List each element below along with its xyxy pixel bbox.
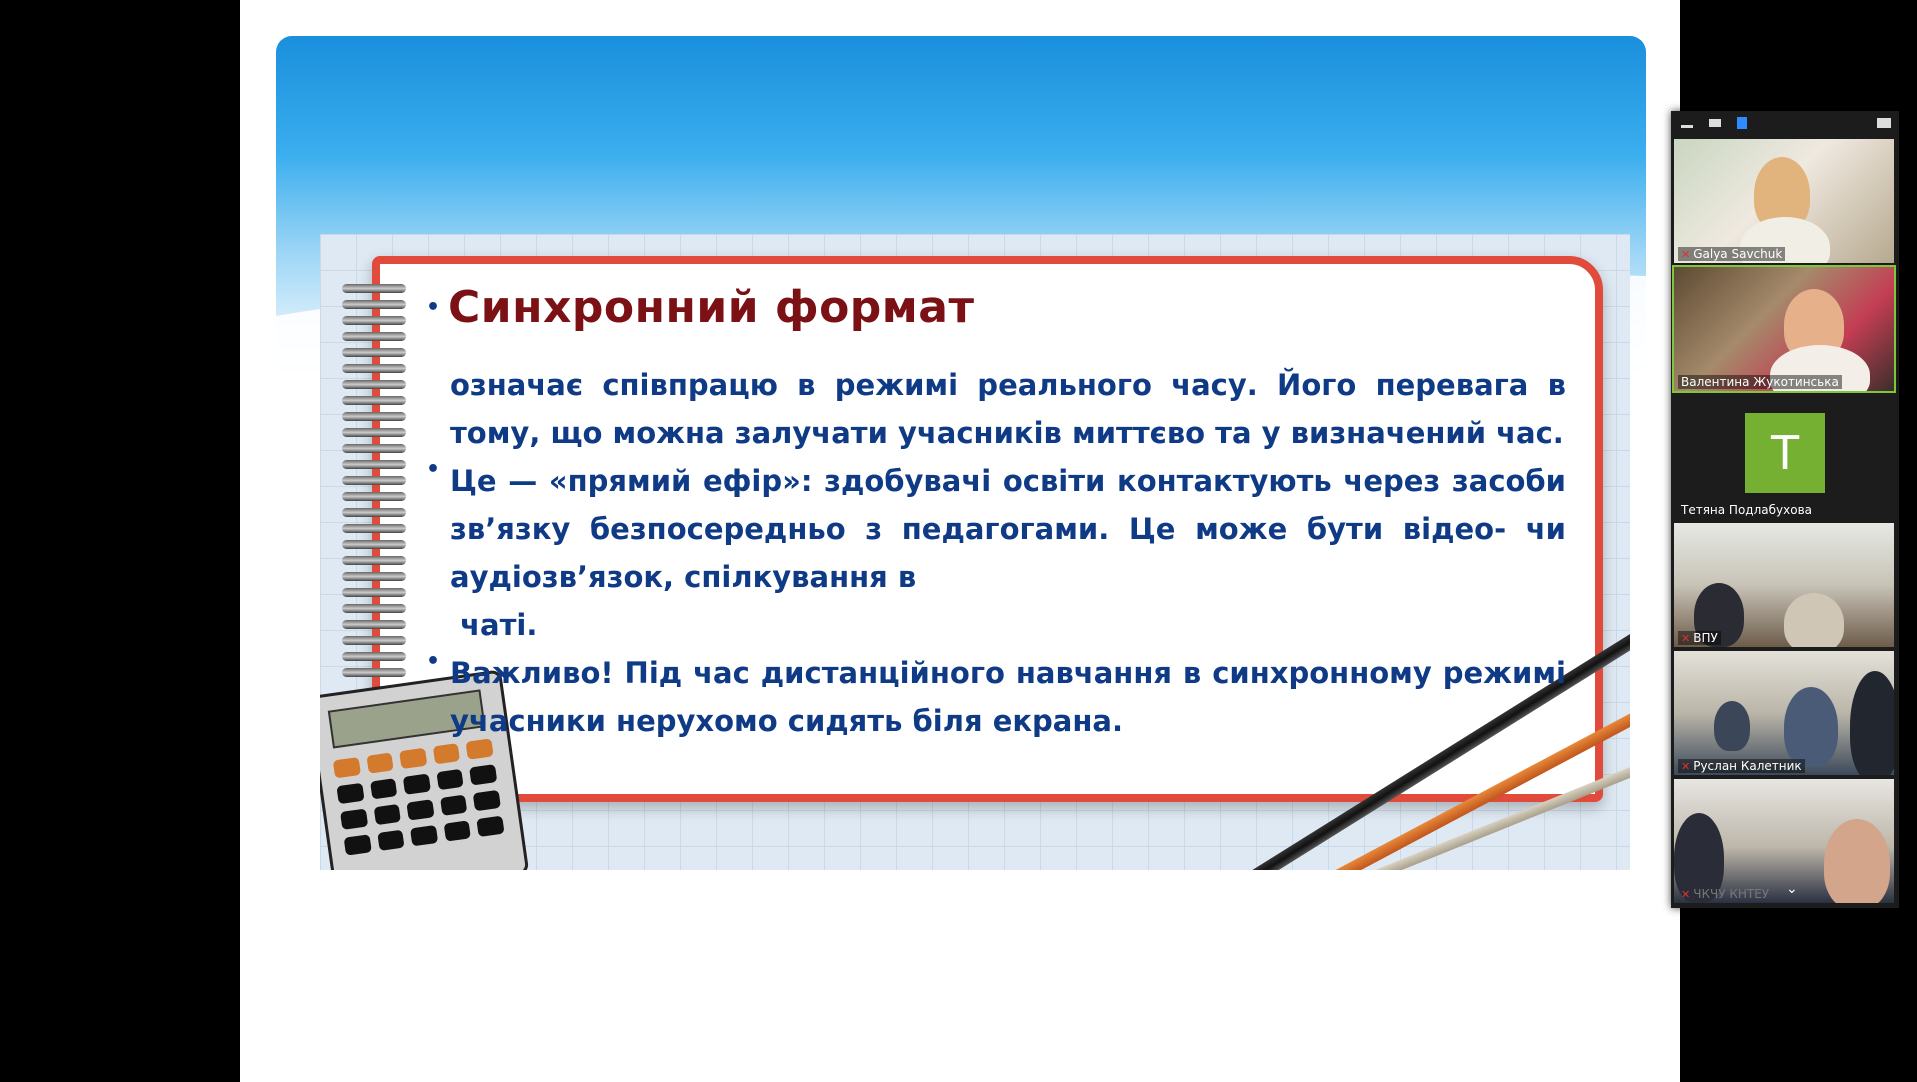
participant-tile[interactable] xyxy=(1674,523,1894,647)
participant-tile[interactable] xyxy=(1674,395,1894,519)
minimize-icon[interactable] xyxy=(1681,125,1693,128)
participant-tile[interactable] xyxy=(1674,139,1894,263)
paragraph-live-stream-end: чаті. xyxy=(450,608,538,642)
muted-mic-icon: ✕ xyxy=(1681,888,1691,901)
notebook-spiral xyxy=(342,284,412,724)
muted-mic-icon: ✕ xyxy=(1681,632,1691,645)
bullet-icon: • xyxy=(426,295,441,320)
gallery-view-icon[interactable] xyxy=(1737,117,1747,129)
participant-name: ✕ Galya Savchuk xyxy=(1678,247,1785,261)
chevron-down-icon[interactable]: ⌄ xyxy=(1786,881,1798,897)
bullet-icon: • xyxy=(426,649,441,674)
gallery-toolbar xyxy=(1671,111,1899,137)
participant-name: Валентина Жукотинська xyxy=(1678,375,1842,389)
speaker-view-icon[interactable] xyxy=(1709,119,1721,127)
participant-gallery xyxy=(1671,111,1899,908)
slide-title: Синхронний формат xyxy=(448,282,975,333)
exit-fullscreen-icon[interactable] xyxy=(1877,118,1891,128)
participant-name: ✕ ЧКЧУ КНТЕУ xyxy=(1681,887,1770,901)
participant-tile[interactable] xyxy=(1674,651,1894,775)
bullet-icon: • xyxy=(426,457,441,482)
participant-name: ✕ ВПУ xyxy=(1678,631,1721,645)
participant-tile[interactable] xyxy=(1674,779,1894,903)
presentation-slide xyxy=(276,36,1646,876)
shared-screen xyxy=(240,0,1680,1082)
paragraph-important: Важливо! Під час дистанційного навчання в синхронному режимі учасники нерухомо сидять біля екрана. xyxy=(450,656,1566,738)
avatar: T xyxy=(1745,413,1825,493)
notebook-background xyxy=(320,234,1630,870)
paragraph-definition: означає співпрацю в режимі реального часу. Його перевага в тому, що можна залучати учасників миттєво та у визначений час. xyxy=(450,368,1566,450)
paragraph-live-stream: Це — «прямий ефір»: здобувачі освіти контактують через засоби зв’язку безпосередньо з педагогами. Це може бути відео- чи аудіозв’язок, спілкування в xyxy=(450,464,1566,594)
left-letterbox xyxy=(0,0,240,1082)
participant-name: Тетяна Подлабухова xyxy=(1681,503,1812,517)
participant-tile-active-speaker[interactable] xyxy=(1674,267,1894,391)
muted-mic-icon: ✕ xyxy=(1681,248,1691,261)
slide-content xyxy=(426,282,1566,745)
participant-name: ✕ Руслан Калетник xyxy=(1678,759,1805,773)
muted-mic-icon: ✕ xyxy=(1681,760,1691,773)
